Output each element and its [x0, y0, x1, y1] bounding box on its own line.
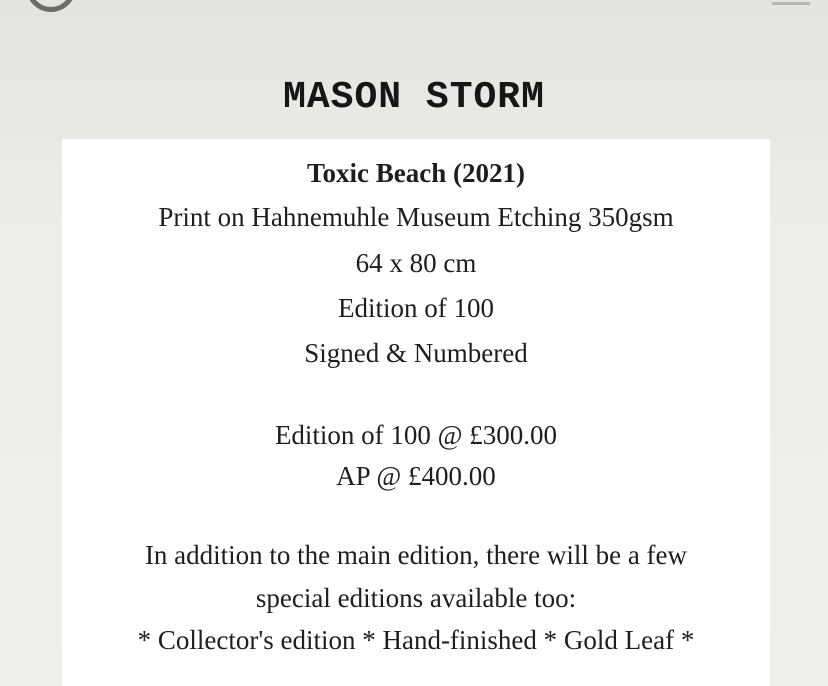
special-editions-note-line-2: special editions available too: — [255, 583, 577, 613]
top-right-icon-fragment — [772, 0, 810, 5]
artwork-signature: Signed & Numbered — [304, 338, 528, 368]
artwork-title: Toxic Beach (2021) — [307, 158, 525, 188]
profile-avatar-fragment — [26, 0, 76, 12]
artist-name-heading: MASON STORM — [283, 76, 545, 119]
artwork-dimensions: 64 x 80 cm — [355, 248, 477, 278]
edition-price: Edition of 100 @ £300.00 — [274, 420, 558, 450]
special-editions-note-line-1: In addition to the main edition, there will be a few — [144, 540, 688, 570]
artwork-medium: Print on Hahnemuhle Museum Etching 350gsm — [158, 202, 674, 232]
ap-price: AP @ £400.00 — [336, 461, 496, 491]
special-editions-list: * Collector's edition * Hand-finished * Gold Leaf * — [137, 625, 695, 655]
artwork-info-card — [62, 139, 770, 686]
artwork-edition: Edition of 100 — [338, 293, 494, 323]
